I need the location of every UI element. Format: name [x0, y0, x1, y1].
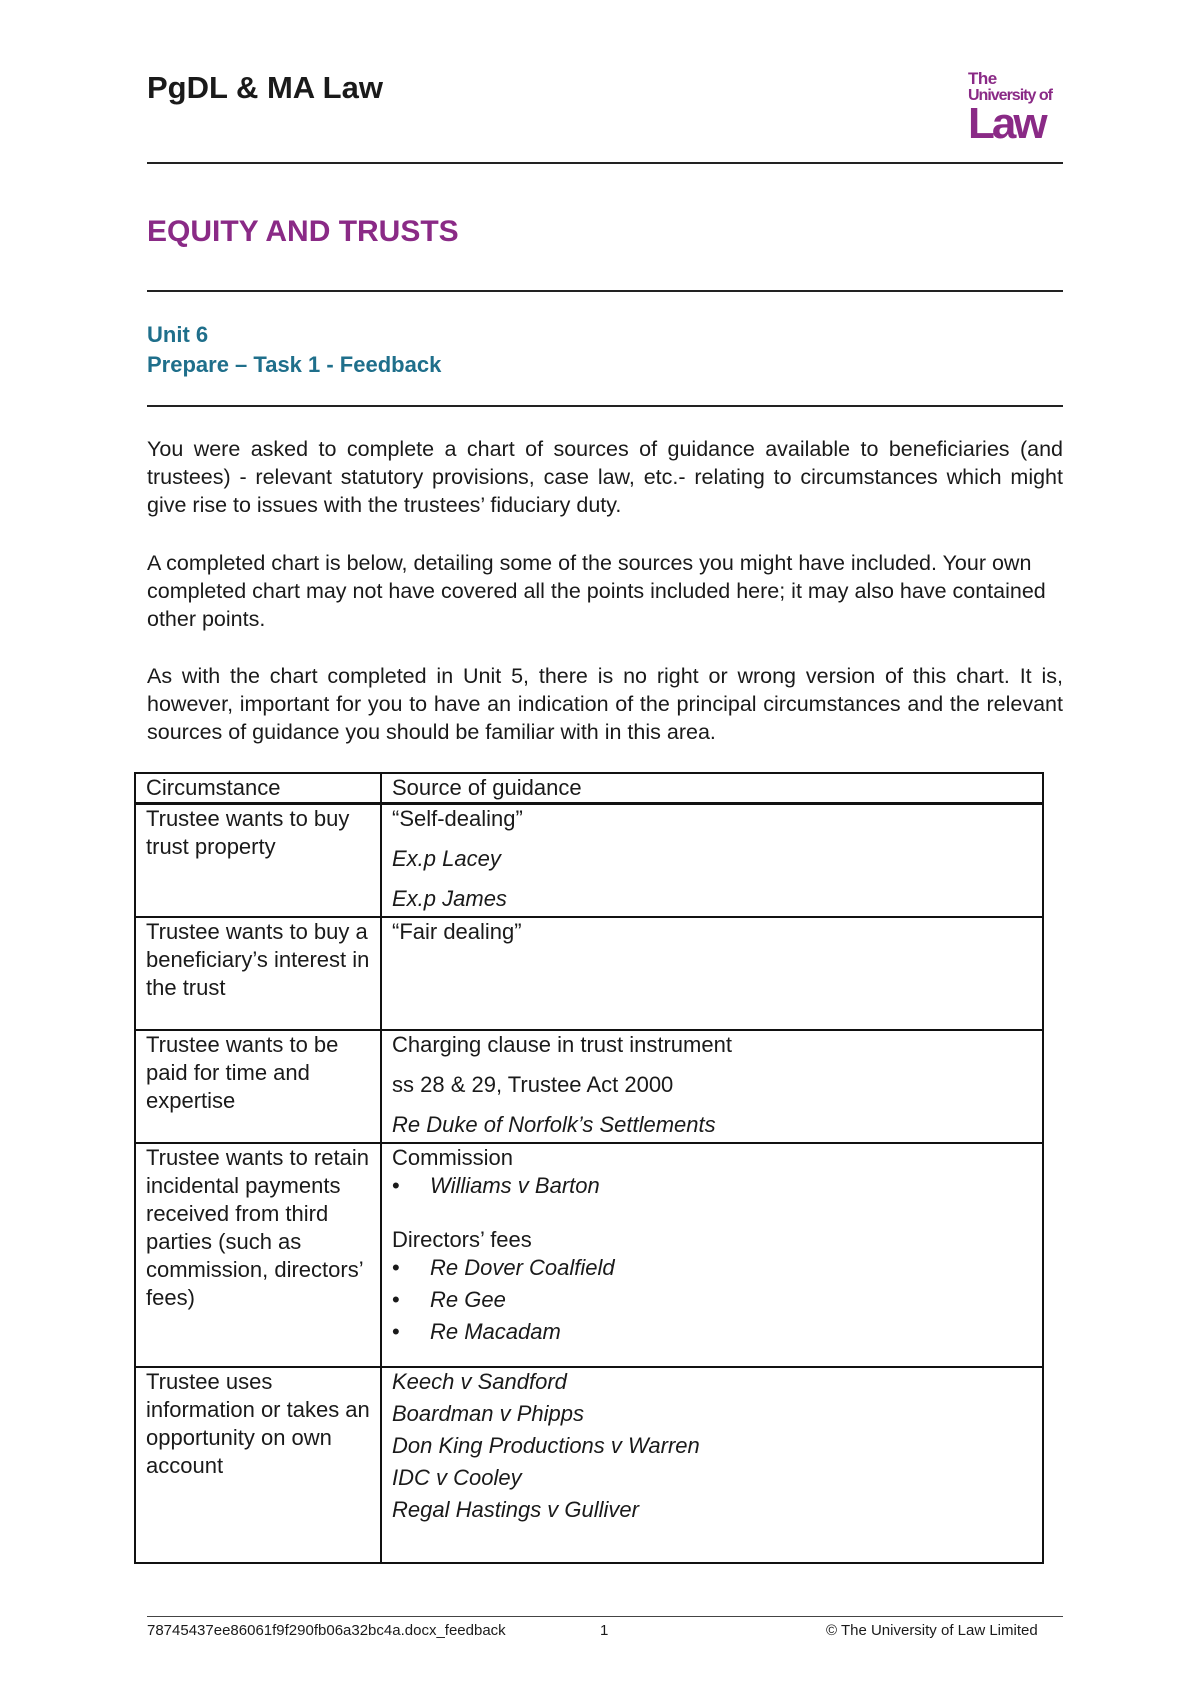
- bullet-item: [392, 1318, 1032, 1346]
- case-name: Boardman v Phipps: [392, 1400, 584, 1426]
- source-line: Charging clause in trust instrument: [392, 1031, 732, 1057]
- divider: [147, 405, 1063, 407]
- guidance-table: [134, 772, 1044, 1564]
- case-name: Ex.p James: [392, 886, 507, 911]
- header-source: Source of guidance: [381, 773, 1043, 804]
- unit-number: Unit 6: [147, 322, 209, 347]
- source-cell: [381, 804, 1043, 917]
- case-name: Re Dover Coalfield: [430, 1254, 615, 1280]
- logo-line-1: The: [968, 69, 997, 88]
- circumstance-cell: Trustee wants to buy trust property: [135, 804, 381, 917]
- circumstance-cell: Trustee wants to be paid for time and expertise: [135, 1030, 381, 1143]
- chart-paragraph: A completed chart is below, detailing some of the sources you might have included. Your own completed chart may not have covered all the points included here; it may also have contained other points.: [147, 551, 1046, 631]
- task-subtitle: Prepare – Task 1 - Feedback: [147, 352, 442, 377]
- bullet-icon: •: [392, 1286, 400, 1312]
- case-name: Re Gee: [430, 1286, 506, 1312]
- bullet-icon: •: [392, 1254, 400, 1280]
- header-circumstance: Circumstance: [135, 773, 381, 804]
- footer-divider: [147, 1616, 1063, 1617]
- source-heading: Commission: [392, 1144, 514, 1170]
- bullet-item: [392, 1172, 1032, 1200]
- table-header-row: [135, 773, 1043, 804]
- source-line: “Fair dealing”: [392, 918, 522, 944]
- document-title: EQUITY AND TRUSTS: [147, 215, 459, 248]
- case-name: Re Duke of Norfolk’s Settlements: [392, 1111, 716, 1137]
- bullet-icon: •: [392, 1318, 400, 1344]
- header-title: PgDL & MA Law: [147, 70, 383, 105]
- circumstance-cell: Trustee wants to retain incidental payments received from third parties (such as commission, directors’ fees): [135, 1143, 381, 1367]
- source-heading: Directors’ fees: [392, 1226, 532, 1252]
- footer-doc-ref: 78745437ee86061f9f290fb06a32bc4a.docx_feedback: [147, 1622, 506, 1639]
- bullet-item: [392, 1254, 1032, 1282]
- case-name: Regal Hastings v Gulliver: [392, 1496, 639, 1522]
- table-row: [135, 1143, 1043, 1367]
- case-name: Don King Productions v Warren: [392, 1432, 700, 1458]
- source-line: ss 28 & 29, Trustee Act 2000: [392, 1071, 674, 1097]
- bullet-icon: •: [392, 1172, 400, 1198]
- footer-copyright: © The University of Law Limited: [826, 1622, 1038, 1639]
- case-name: IDC v Cooley: [392, 1464, 522, 1490]
- circumstance-cell: Trustee wants to buy a beneficiary’s interest in the trust: [135, 917, 381, 1030]
- case-name: Re Macadam: [430, 1318, 561, 1344]
- unit-heading: [147, 320, 441, 380]
- source-line: “Self-dealing”: [392, 806, 523, 831]
- divider: [147, 162, 1063, 164]
- circumstance-cell: Trustee uses information or takes an opportunity on own account: [135, 1367, 381, 1563]
- university-logo: [968, 70, 1064, 148]
- divider: [147, 290, 1063, 292]
- table-row: [135, 917, 1043, 1030]
- table-row: [135, 804, 1043, 917]
- footer-page-number: 1: [600, 1622, 609, 1639]
- case-name: Williams v Barton: [430, 1172, 600, 1198]
- table-row: [135, 1367, 1043, 1563]
- source-cell: [381, 1030, 1043, 1143]
- bullet-item: [392, 1286, 1032, 1314]
- source-cell: [381, 1367, 1043, 1563]
- case-name: Ex.p Lacey: [392, 846, 501, 871]
- intro-paragraph: You were asked to complete a chart of sources of guidance available to beneficiaries (and trustees) - relevant statutory provisions, case law, etc.- relating to circumstances which might give rise to issues with the trustees’ fiduciary duty.: [147, 437, 1063, 517]
- unit5-paragraph: As with the chart completed in Unit 5, there is no right or wrong version of this chart. It is, however, important for you to have an indication of the principal circumstances and the relevant sources of guidance you should be familiar with in this area.: [147, 664, 1063, 744]
- source-cell: [381, 1143, 1043, 1367]
- case-name: Keech v Sandford: [392, 1368, 567, 1394]
- table-row: [135, 1030, 1043, 1143]
- logo-line-3: Law: [968, 99, 1045, 148]
- logo-line-2: University of: [968, 87, 1052, 104]
- source-cell: [381, 917, 1043, 1030]
